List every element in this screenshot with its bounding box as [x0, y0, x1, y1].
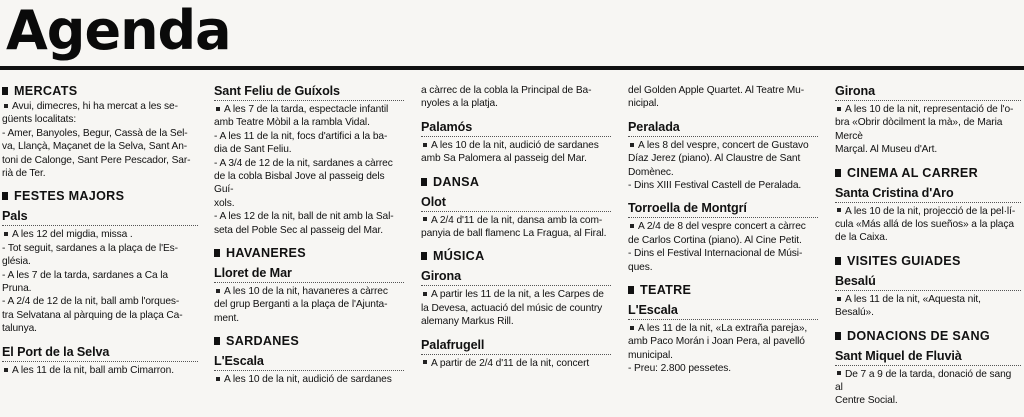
- event-text: A les 11 de la nit, «Aquesta nit, Besalú».: [835, 293, 981, 319]
- event-line: [835, 394, 1021, 407]
- event-line: [214, 103, 404, 116]
- section-title: DANSA: [433, 174, 480, 189]
- section-square-icon: [628, 286, 634, 294]
- event-text: ques.: [628, 261, 653, 273]
- event-line: [2, 167, 198, 180]
- event-line: [421, 302, 611, 315]
- event-line: [628, 220, 818, 233]
- section-header: [214, 334, 404, 349]
- event-text: nicipal.: [628, 98, 659, 110]
- bullet-icon: [4, 232, 8, 236]
- bullet-icon: [4, 368, 8, 372]
- event-line: [2, 269, 198, 282]
- event-line: [2, 242, 198, 255]
- event-line: [421, 84, 611, 97]
- event-line: [214, 143, 404, 156]
- event-line: [628, 97, 818, 110]
- spacer: [421, 111, 611, 120]
- event-text: - A les 11 de la nit, focs d'artifici a la ba-: [214, 130, 388, 142]
- event-text: dia de Sant Feliu.: [214, 144, 292, 156]
- spacer: [835, 245, 1021, 254]
- bullet-icon: [4, 104, 8, 108]
- event-line: [2, 100, 198, 113]
- event-text: del Golden Apple Quartet. Al Teatre Mu-: [628, 85, 804, 96]
- event-line: [2, 113, 198, 126]
- event-text: A les 10 de la nit, audició de sardanes: [224, 374, 392, 386]
- event-text: de la cobla Bisbal Jove al passeig dels Guí-: [214, 171, 385, 196]
- event-line: [2, 322, 198, 335]
- event-text: - A les 12 de la nit, ball de nit amb la Sal-: [214, 211, 394, 223]
- event-line: [2, 228, 198, 241]
- event-text: a càrrec de la cobla la Principal de Ba-: [421, 85, 592, 96]
- section-square-icon: [421, 178, 427, 186]
- section-square-icon: [421, 252, 427, 260]
- event-line: [214, 285, 404, 298]
- event-text: bra «Obrir dòcilment la mà», de Maria Mercè: [835, 117, 1003, 142]
- event-text: rià de Ter.: [2, 168, 46, 180]
- section-header: [835, 329, 1021, 344]
- event-text: Centre Social.: [835, 395, 898, 407]
- event-text: A les 7 de la tarda, espectacle infantil: [224, 104, 389, 115]
- title-rule: [0, 66, 1024, 70]
- event-line: [628, 362, 818, 375]
- bullet-icon: [837, 208, 841, 212]
- spacer: [421, 329, 611, 338]
- event-text: amb Sa Palomera al passeig del Mar.: [421, 153, 587, 165]
- event-line: [628, 261, 818, 274]
- event-text: - Dins XIII Festival Castell de Peralada.: [628, 180, 802, 192]
- event-text: seta del Poble Sec al passeig del Mar.: [214, 224, 383, 236]
- bullet-icon: [837, 297, 841, 301]
- event-text: Pruna.: [2, 283, 32, 295]
- section-square-icon: [2, 87, 8, 95]
- event-text: A les 12 del migdia, missa .: [12, 229, 133, 241]
- location-heading: Palafrugell: [421, 338, 611, 355]
- event-text: toni de Calonge, Sant Pere Pescador, Sar-: [2, 154, 191, 166]
- event-line: [214, 157, 404, 170]
- event-text: - A 2/4 de 12 de la nit, ball amb l'orques-: [2, 296, 180, 308]
- section-header: [214, 246, 404, 261]
- event-line: [628, 349, 818, 362]
- event-text: A les 10 de la nit, representació de l'o-: [845, 104, 1014, 115]
- event-line: [214, 298, 404, 311]
- section-header: [421, 175, 611, 190]
- event-line: [214, 170, 404, 197]
- section-header: [2, 189, 198, 204]
- event-text: amb Paco Morán i Joan Pera, al pavelló: [628, 336, 805, 348]
- event-text: nyoles a la platja.: [421, 98, 498, 110]
- event-line: [421, 214, 611, 227]
- section-title: FESTES MAJORS: [14, 189, 125, 204]
- location-heading: Sant Feliu de Guíxols: [214, 84, 404, 101]
- event-line: [2, 255, 198, 268]
- bullet-icon: [216, 289, 220, 293]
- spacer: [421, 166, 611, 175]
- section-square-icon: [835, 332, 841, 340]
- event-text: A les 10 de la nit, havaneres a càrrec: [224, 286, 388, 298]
- bullet-icon: [423, 292, 427, 296]
- section-header: [421, 249, 611, 264]
- event-line: [2, 140, 198, 153]
- event-text: A les 8 del vespre, concert de Gustavo: [638, 139, 809, 151]
- agenda-column-5: [835, 84, 1021, 417]
- event-line: [835, 293, 1021, 320]
- location-heading: L'Escala: [628, 303, 818, 320]
- section-title: SARDANES: [226, 334, 300, 349]
- event-text: la Devesa, actuació del músic de country: [421, 302, 603, 314]
- event-line: [2, 309, 198, 322]
- event-text: de Carlos Cortina (piano). Al Cine Petit.: [628, 234, 802, 246]
- event-text: del grup Berganti a la plaça de l'Ajunta-: [214, 299, 388, 311]
- event-text: A 2/4 de 8 del vespre concert a càrrec: [638, 221, 806, 233]
- location-heading: L'Escala: [214, 354, 404, 371]
- section-square-icon: [835, 257, 841, 265]
- event-line: [214, 197, 404, 210]
- location-heading: Lloret de Mar: [214, 266, 404, 283]
- event-text: - Tot seguit, sardanes a la plaça de l'Es-: [2, 242, 178, 254]
- event-line: [835, 231, 1021, 244]
- event-text: Domènec.: [628, 166, 674, 178]
- event-line: [214, 210, 404, 223]
- event-line: [835, 116, 1021, 143]
- event-text: Avui, dimecres, hi ha mercat a les se-: [12, 101, 178, 112]
- spacer: [2, 336, 198, 345]
- section-square-icon: [2, 192, 8, 200]
- bullet-icon: [837, 371, 841, 375]
- event-line: [214, 224, 404, 237]
- section-title: MÚSICA: [433, 249, 485, 264]
- event-text: va, Llançà, Maçanet de la Selva, Sant An-: [2, 141, 188, 153]
- page-title: Agenda: [6, 0, 231, 62]
- event-text: A partir les 11 de la nit, a les Carpes de: [431, 289, 604, 301]
- spacer: [628, 274, 818, 283]
- event-line: [421, 288, 611, 301]
- event-text: tra Selvatana al pàrquing de la plaça Ca-: [2, 309, 183, 321]
- event-line: [628, 179, 818, 192]
- event-text: A les 11 de la nit, «La extraña pareja»,: [638, 323, 808, 335]
- event-text: A les 10 de la nit, audició de sardanes: [431, 139, 599, 151]
- event-line: [2, 154, 198, 167]
- event-line: [835, 205, 1021, 218]
- bullet-icon: [837, 107, 841, 111]
- event-text: amb Teatre Mòbil a la rambla Vidal.: [214, 117, 370, 129]
- event-text: güents localitats:: [2, 114, 77, 126]
- location-heading: Palamós: [421, 120, 611, 137]
- event-line: [628, 234, 818, 247]
- agenda-column-2: [214, 84, 404, 417]
- location-heading: Sant Miquel de Fluvià: [835, 349, 1021, 366]
- location-heading: Torroella de Montgrí: [628, 201, 818, 218]
- spacer: [214, 325, 404, 334]
- event-text: - Dins el Festival Internacional de Músi-: [628, 248, 803, 260]
- location-heading: Peralada: [628, 120, 818, 137]
- event-line: [835, 368, 1021, 395]
- event-text: - Amer, Banyoles, Begur, Cassà de la Sel-: [2, 127, 188, 139]
- event-text: municipal.: [628, 349, 673, 361]
- event-line: [214, 312, 404, 325]
- section-header: [628, 283, 818, 298]
- event-line: [2, 364, 198, 377]
- agenda-column-4: [628, 84, 818, 417]
- location-heading: Santa Cristina d'Aro: [835, 186, 1021, 203]
- location-heading: El Port de la Selva: [2, 345, 198, 362]
- event-line: [628, 247, 818, 260]
- section-title: DONACIONS DE SANG: [847, 328, 990, 343]
- agenda-column-3: [421, 84, 611, 417]
- section-title: CINEMA AL CARRER: [847, 165, 978, 180]
- spacer: [628, 192, 818, 201]
- event-text: panyia de ball flamenc La Fragua, al Firal.: [421, 228, 607, 240]
- spacer: [835, 157, 1021, 166]
- event-line: [628, 84, 818, 97]
- location-heading: Girona: [835, 84, 1021, 101]
- bullet-icon: [216, 377, 220, 381]
- event-text: ment.: [214, 312, 239, 324]
- event-line: [628, 152, 818, 165]
- event-text: talunya.: [2, 323, 37, 335]
- event-line: [214, 373, 404, 386]
- event-line: [421, 357, 611, 370]
- section-title: VISITES GUIADES: [847, 253, 961, 268]
- event-text: cula «Más allá de los sueños» a la plaça: [835, 219, 1014, 231]
- bullet-icon: [630, 224, 634, 228]
- event-line: [421, 97, 611, 110]
- agenda-column-1: [2, 84, 198, 417]
- event-text: de la Caixa.: [835, 232, 888, 244]
- event-line: [835, 143, 1021, 156]
- event-line: [835, 218, 1021, 231]
- spacer: [214, 237, 404, 246]
- event-line: [421, 139, 611, 152]
- event-line: [421, 315, 611, 328]
- event-text: A les 10 de la nit, projecció de la pel·lí-: [845, 205, 1016, 217]
- section-title: TEATRE: [640, 283, 692, 298]
- bullet-icon: [423, 217, 427, 221]
- event-text: Marçal. Al Museu d'Art.: [835, 144, 938, 156]
- event-text: Díaz Jerez (piano). Al Claustre de Sant: [628, 153, 801, 165]
- section-title: MERCATS: [14, 84, 78, 98]
- event-text: alemany Markus Rill.: [421, 316, 514, 328]
- event-line: [214, 116, 404, 129]
- section-header: [835, 166, 1021, 181]
- spacer: [2, 180, 198, 189]
- event-line: [628, 166, 818, 179]
- bullet-icon: [630, 326, 634, 330]
- spacer: [835, 320, 1021, 329]
- event-line: [835, 103, 1021, 116]
- event-line: [421, 227, 611, 240]
- event-line: [628, 335, 818, 348]
- section-square-icon: [835, 169, 841, 177]
- section-header: [2, 84, 198, 99]
- bullet-icon: [216, 107, 220, 111]
- event-line: [421, 152, 611, 165]
- event-text: glésia.: [2, 256, 31, 268]
- event-line: [628, 322, 818, 335]
- event-text: A 2/4 d'11 de la nit, dansa amb la com-: [431, 214, 603, 226]
- section-square-icon: [214, 337, 220, 345]
- event-text: A les 11 de la nit, ball amb Cimarron.: [12, 364, 174, 376]
- event-line: [2, 295, 198, 308]
- location-heading: Girona: [421, 269, 611, 286]
- event-line: [2, 282, 198, 295]
- location-heading: Olot: [421, 195, 611, 212]
- bullet-icon: [630, 143, 634, 147]
- section-square-icon: [214, 249, 220, 257]
- event-text: A partir de 2/4 d'11 de la nit, concert: [431, 357, 590, 369]
- event-line: [2, 127, 198, 140]
- event-text: - Preu: 2.800 pessetes.: [628, 363, 732, 375]
- section-title: HAVANERES: [226, 246, 306, 261]
- event-text: De 7 a 9 de la tarda, donació de sang al: [835, 368, 1012, 394]
- location-heading: Pals: [2, 209, 198, 226]
- event-line: [214, 130, 404, 143]
- event-line: [628, 139, 818, 152]
- bullet-icon: [423, 360, 427, 364]
- section-header: [835, 254, 1021, 269]
- spacer: [628, 111, 818, 120]
- event-text: xols.: [214, 197, 235, 209]
- event-text: - A les 7 de la tarda, sardanes a Ca la: [2, 269, 168, 281]
- event-text: - A 3/4 de 12 de la nit, sardanes a càrrec: [214, 157, 393, 169]
- bullet-icon: [423, 143, 427, 147]
- location-heading: Besalú: [835, 274, 1021, 291]
